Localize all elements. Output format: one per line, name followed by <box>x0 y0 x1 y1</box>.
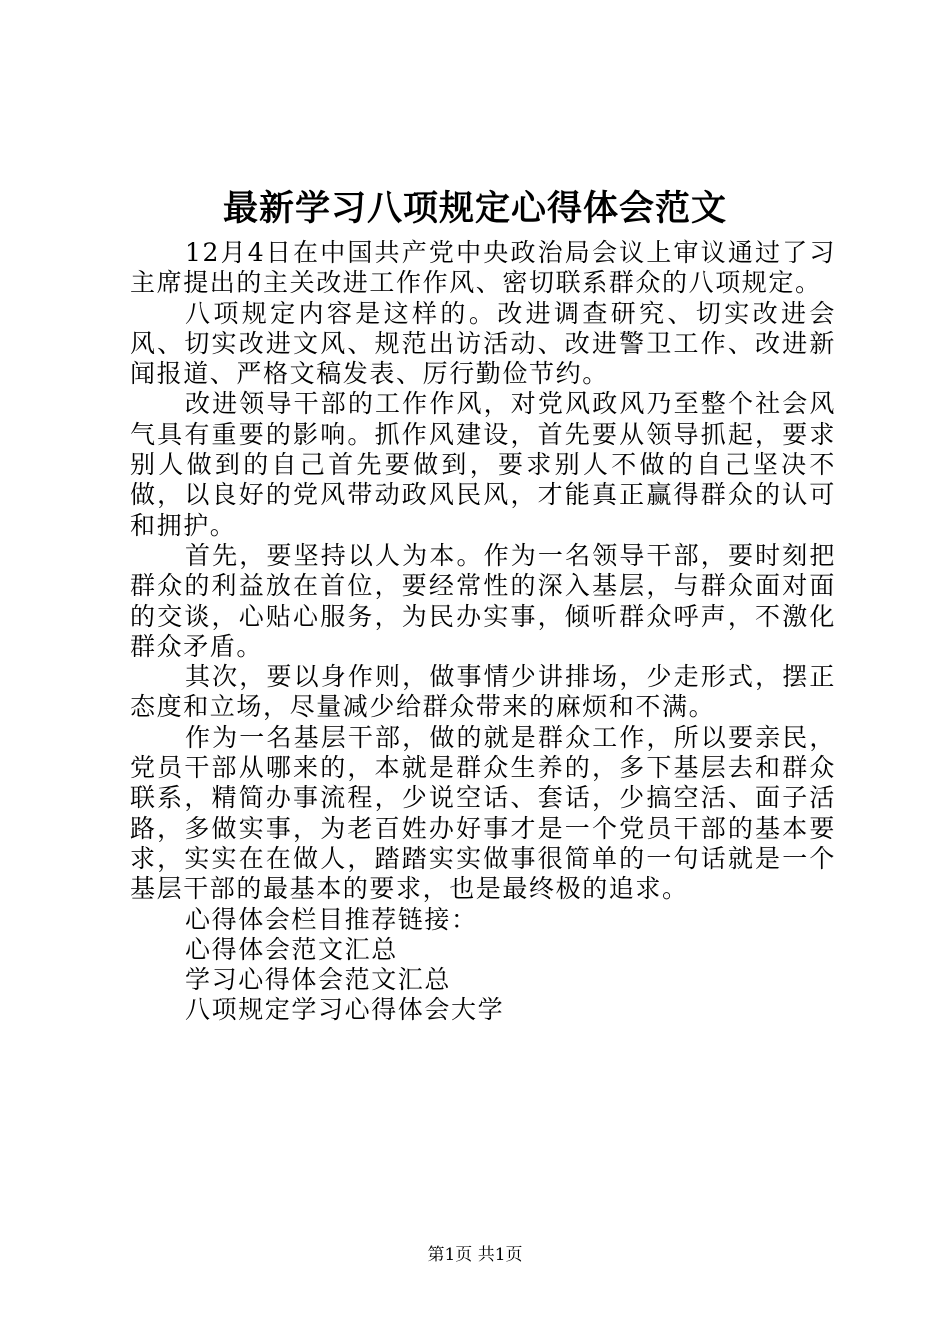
paragraph: 其次，要以身作则，做事情少讲排场，少走形式，摆正态度和立场，尽量减少给群众带来的麻烦和不满。 <box>130 662 836 722</box>
page-number: 第1页 <box>427 1245 473 1265</box>
page-total: 共1页 <box>477 1245 523 1265</box>
link-item[interactable]: 学习心得体会范文汇总 <box>185 965 452 995</box>
paragraph: 首先，要坚持以人为本。作为一名领导干部，要时刻把群众的利益放在首位，要经常性的深入基层，与群众面对面的交谈，心贴心服务，为民办实事，倾听群众呼声，不激化群众矛盾。 <box>130 540 836 661</box>
paragraph: 改进领导干部的工作作风，对党风政风乃至整个社会风气具有重要的影响。抓作风建设，首先要从领导抓起，要求别人做到的自己首先要做到，要求别人不做的自己坚决不做，以良好的党风带动政风民风，才能真正赢得群众的认可和拥护。 <box>130 389 836 540</box>
paragraph: 12月4日在中国共产党中央政治局会议上审议通过了习主席提出的主关改进工作作风、密切联系群众的八项规定。 <box>130 238 836 298</box>
page-title: 最新学习八项规定心得体会范文 <box>222 188 727 229</box>
link-item[interactable]: 心得体会范文汇总 <box>185 934 398 964</box>
paragraph: 八项规定内容是这样的。改进调查研究、切实改进会风、切实改进文风、规范出访活动、改进警卫工作、改进新闻报道、严格文稿发表、厉行勤俭节约。 <box>130 298 836 389</box>
recommended-links <box>130 905 836 1026</box>
links-heading: 心得体会栏目推荐链接： <box>185 904 478 934</box>
paragraph: 作为一名基层干部，做的就是群众工作，所以要亲民，党员干部从哪来的，本就是群众生养的，多下基层去和群众联系，精简办事流程，少说空话、套话，少搞空活、面子活路，多做实事，为老百姓办好事才是一个党员干部的基本要求，实实在在做人，踏踏实实做事很简单的一句话就是一个基层干部的最基本的要求，也是最终极的追求。 <box>130 722 836 904</box>
link-item[interactable]: 八项规定学习心得体会大学 <box>185 995 505 1025</box>
document-body <box>130 238 836 1026</box>
page-footer <box>0 1244 950 1266</box>
